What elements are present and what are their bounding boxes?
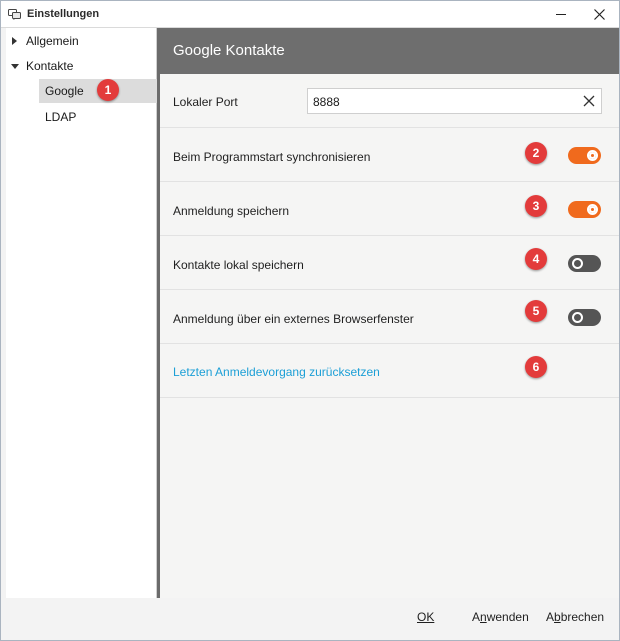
cancel-label-start: A xyxy=(546,610,555,624)
setting-label: Anmeldung speichern xyxy=(173,204,290,218)
settings-tree xyxy=(6,28,157,598)
annotation-badge: 4 xyxy=(525,248,547,270)
tree-item-ldap[interactable] xyxy=(6,106,157,128)
setting-row xyxy=(160,128,619,182)
settings-panel xyxy=(160,28,619,598)
ok-label: OK xyxy=(417,610,435,624)
tree-item-allgemein[interactable] xyxy=(6,30,157,52)
sync-on-start-toggle[interactable] xyxy=(568,147,601,164)
apply-button[interactable] xyxy=(472,610,529,624)
close-icon xyxy=(594,9,605,20)
panel-header xyxy=(160,28,619,74)
minimize-button[interactable] xyxy=(541,1,581,28)
collapse-arrow-icon[interactable] xyxy=(11,64,19,69)
annotation-badge: 1 xyxy=(97,79,119,101)
annotation-badge: 5 xyxy=(525,300,547,322)
port-value: 8888 xyxy=(313,95,340,109)
apply-label-end: wenden xyxy=(486,610,529,624)
setting-row xyxy=(160,182,619,236)
save-contacts-locally-toggle[interactable] xyxy=(568,255,601,272)
cancel-mnemonic: b xyxy=(554,610,561,624)
minimize-icon xyxy=(556,14,566,15)
annotation-badge: 2 xyxy=(525,142,547,164)
toggle-knob xyxy=(587,204,598,215)
reset-login-link[interactable]: Letzten Anmeldevorgang zurücksetzen xyxy=(173,365,380,379)
clear-icon[interactable] xyxy=(583,95,595,107)
external-browser-login-toggle[interactable] xyxy=(568,309,601,326)
close-button[interactable] xyxy=(579,1,619,28)
cancel-button[interactable] xyxy=(546,610,604,624)
title-bar xyxy=(1,1,619,28)
apply-mnemonic: n xyxy=(480,610,487,624)
expand-arrow-icon[interactable] xyxy=(12,37,17,45)
reset-row xyxy=(160,344,619,398)
panel-title: Google Kontakte xyxy=(173,42,285,59)
annotation-badge: 6 xyxy=(525,356,547,378)
setting-label: Kontakte lokal speichern xyxy=(173,258,304,272)
tree-item-label: LDAP xyxy=(45,110,77,124)
tree-item-kontakte[interactable] xyxy=(6,55,157,77)
setting-label: Anmeldung über ein externes Browserfenster xyxy=(173,312,414,326)
setting-row xyxy=(160,236,619,290)
tree-item-label: Kontakte xyxy=(26,59,74,73)
setting-row xyxy=(160,290,619,344)
ok-button[interactable] xyxy=(417,610,434,624)
tree-item-label: Allgemein xyxy=(26,34,79,48)
window-title: Einstellungen xyxy=(27,8,100,20)
toggle-knob xyxy=(587,150,598,161)
annotation-badge: 3 xyxy=(525,195,547,217)
port-row xyxy=(160,74,619,128)
dialog-footer xyxy=(1,598,619,640)
port-input[interactable] xyxy=(307,88,602,114)
toggle-knob xyxy=(572,258,583,269)
tree-item-label: Google xyxy=(45,84,84,98)
apply-label-start: A xyxy=(472,610,481,624)
chat-bubbles-icon xyxy=(8,9,21,20)
save-login-toggle[interactable] xyxy=(568,201,601,218)
cancel-label-end: brechen xyxy=(560,610,605,624)
setting-label: Beim Programmstart synchronisieren xyxy=(173,150,371,164)
toggle-knob xyxy=(572,312,583,323)
port-label: Lokaler Port xyxy=(173,95,238,109)
